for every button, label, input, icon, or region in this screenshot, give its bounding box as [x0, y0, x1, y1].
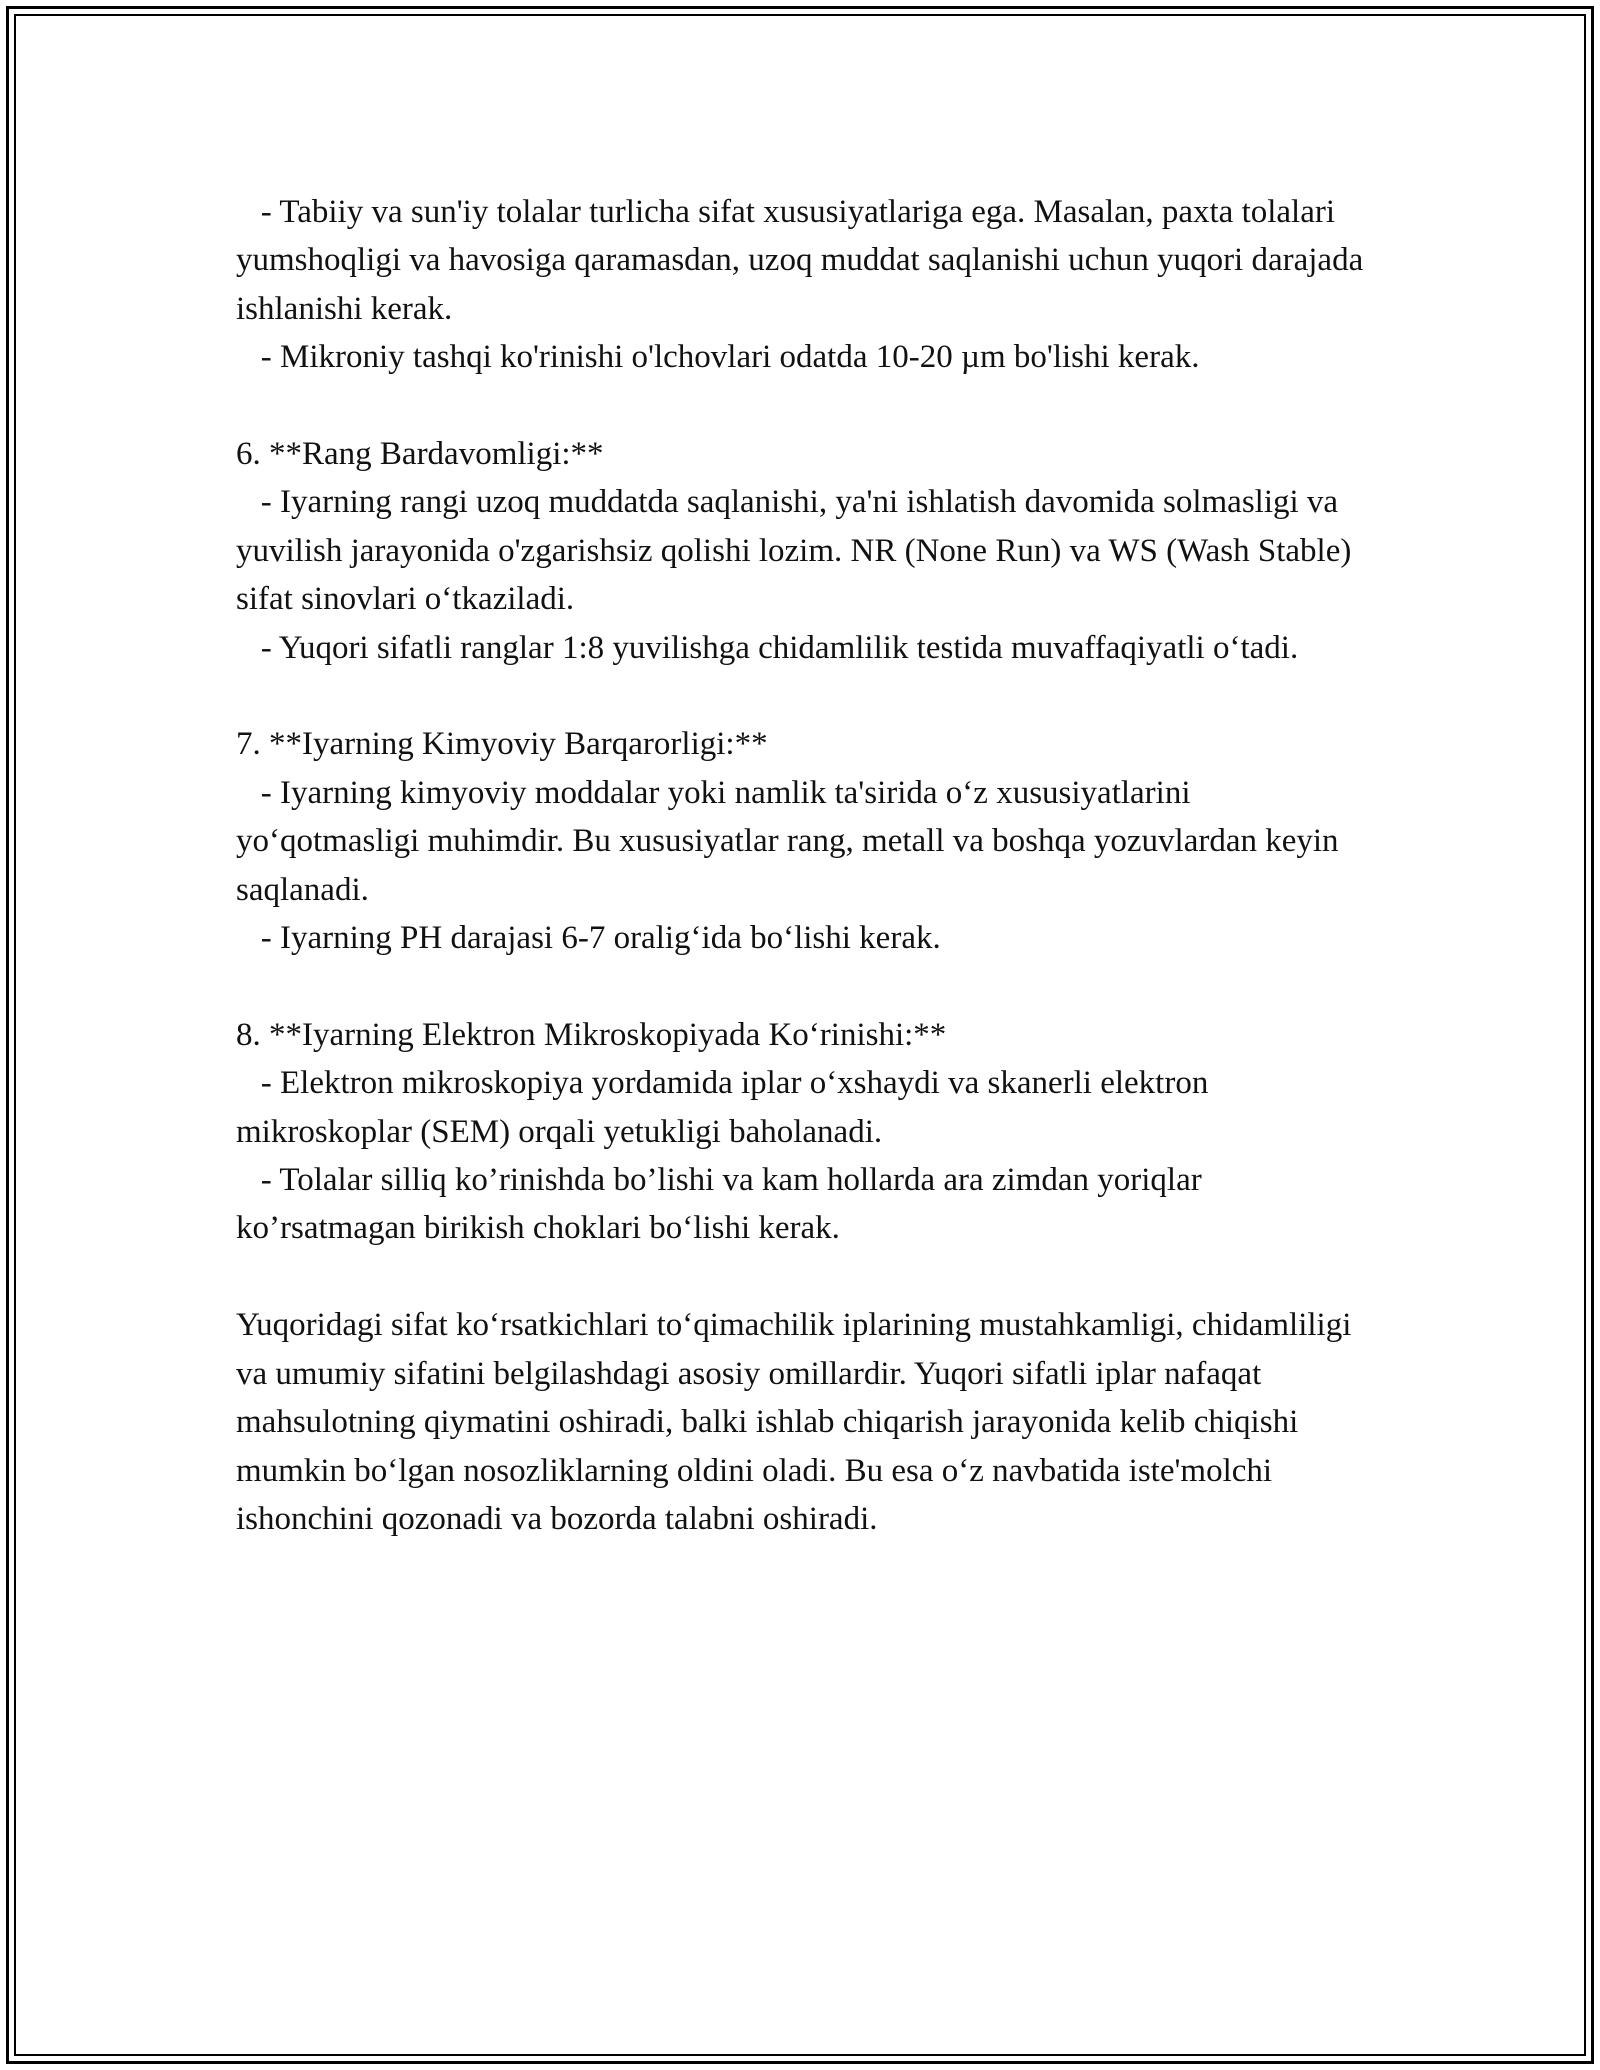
section-8-bullet-1: - Elektron mikroskopiya yordamida iplar oʻxshaydi va skanerli elektron mikroskoplar (SEM) orqali yetukligi baholanadi. — [236, 1065, 1217, 1150]
paragraph-gap — [236, 382, 1376, 430]
section-8-bullet-2: - Tolalar silliq ko’rinishda bo’lishi va kam hollarda ara zimdan yoriqlar ko’rsatmagan birikish choklari boʻlishi kerak. — [236, 1162, 1210, 1247]
section-7-bullet-2: - Iyarning PH darajasi 6-7 oraligʻida boʻlishi kerak. — [236, 920, 941, 957]
intro-bullet-1: - Tabiiy va sun'iy tolalar turlicha sifat xususiyatlariga ega. Masalan, paxta tolalari yumshoqligi va havosiga qaramasdan, uzoq muddat saqlanishi uchun yuqori darajada ishlanishi kerak. — [236, 194, 1372, 327]
section-7-heading: 7. **Iyarning Kimyoviy Barqarorligi:** — [236, 726, 768, 763]
section-6-heading: 6. **Rang Bardavomligi:** — [236, 436, 604, 473]
section-6-bullet-2: - Yuqori sifatli ranglar 1:8 yuvilishga chidamlilik testida muvaffaqiyatli oʻtadi. — [236, 629, 1299, 666]
section-6-bullet-1: - Iyarning rangi uzoq muddatda saqlanishi, ya'ni ishlatish davomida solmasligi va yuvilish jarayonida o'zgarishsiz qolishi lozim. NR (None Run) va WS (Wash Stable) sifat sinovlari oʻtkaziladi. — [236, 484, 1360, 618]
conclusion-paragraph: Yuqoridagi sifat koʻrsatkichlari toʻqimachilik iplarining mustahkamligi, chidamliligi va umumiy sifatini belgilashdagi asosiy omillardir. Yuqori sifatli iplar nafaqat mahsulotning qiymatini oshiradi, balki ishlab chiqarish jarayonida kelib chiqishi mumkin boʻlgan nosozliklarning oldini oladi. Bu esa oʻz navbatida iste'molchi ishonchini qozonadi va bozorda talabni oshiradi. — [236, 1307, 1360, 1537]
section-7-bullet-1: - Iyarning kimyoviy moddalar yoki namlik ta'sirida oʻz xususiyatlarini yoʻqotmasligi muhimdir. Bu xususiyatlar rang, metall va boshqa yozuvlardan keyin saqlanadi. — [236, 774, 1347, 908]
document-body — [236, 188, 1376, 1543]
paragraph-gap — [236, 1253, 1376, 1301]
paragraph-gap — [236, 672, 1376, 720]
intro-bullet-2: - Mikroniy tashqi ko'rinishi o'lchovlari odatda 10-20 µm bo'lishi kerak. — [236, 339, 1200, 376]
paragraph-gap — [236, 962, 1376, 1010]
section-8-heading: 8. **Iyarning Elektron Mikroskopiyada Koʻrinishi:** — [236, 1016, 947, 1053]
